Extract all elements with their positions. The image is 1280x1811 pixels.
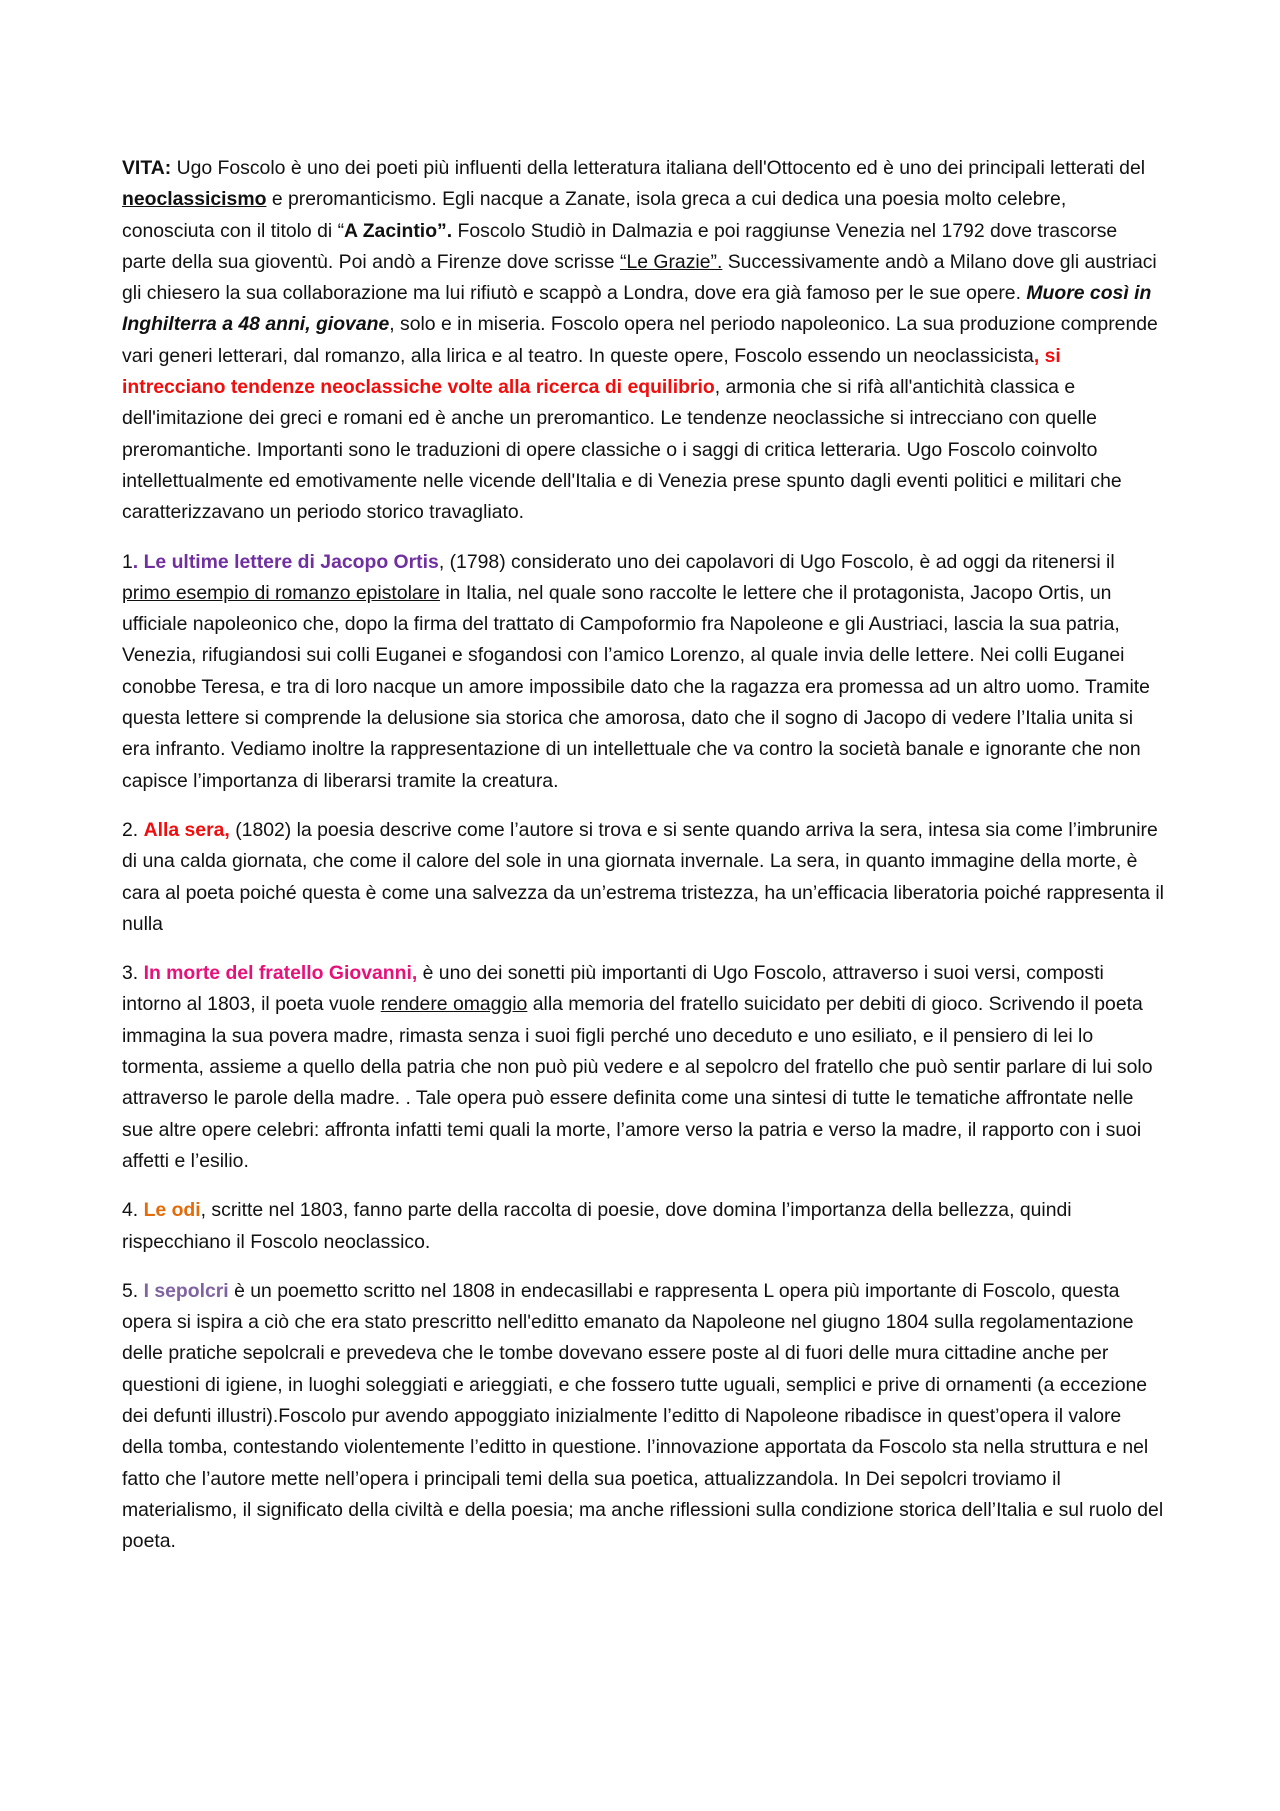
neoclassicismo-term: neoclassicismo (122, 188, 267, 211)
paragraph-vita (122, 153, 1164, 529)
sepolcri-title: I sepolcri (143, 1279, 229, 1302)
red-highlight: , si intrecciano tendenze neoclassiche volte alla ricerca di equilibrio (122, 344, 1061, 399)
item-number: 3. (122, 962, 144, 985)
vita-text-2: e preromanticismo. Egli nacque a Zanate, isola greca a cui dedica una poesia molto celebre, conosciuta con il titolo di “ (122, 188, 1067, 242)
odi-title: Le odi (143, 1199, 201, 1222)
item-number: 2. (122, 818, 144, 841)
document-page (122, 153, 1164, 1575)
item-number: 1 (122, 550, 133, 573)
vita-text-5: , solo e in miseria. Foscolo opera nel periodo napoleonico. La sua produzione comprende vari generi letterari, dal romanzo, alla lirica e al teatro. In queste opere, Foscolo essendo un neoclassicista (122, 313, 1158, 367)
ortis-text-2: in Italia, nel quale sono raccolte le lettere che il protagonista, Jacopo Ortis, un ufficiale napoleonico che, dopo la firma del trattato di Campoformio fra Napoleone e gli Austriaci, lascia la sua patria, Venezia, rifugiandosi sui colli Euganei e sfogandosi con l’amico Lorenzo, al quale invia delle lettere. Nei colli Euganei conobbe Teresa, e tra di loro nacque un amore impossibile dato che la ragazza era promessa ad un altro uomo. Tramite questa lettere si comprende la delusione sia storica che amorosa, dato che il sogno di Jacopo di vedere l’Italia unita si era infranto. Vediamo inoltre la rappresentazione di un intellettuale che va contro la società banale e ignorante che non capisce l’importanza di liberarsi tramite la creatura. (122, 581, 1150, 792)
alla-sera-text: (1802) la poesia descrive come l’autore si trova e si sente quando arriva la sera, intesa sia come l’imbrunire di una calda giornata, che come il calore del sole in una giornata invernale. La sera, in quanto immagine della morte, è cara al poeta poiché questa è come una salvezza da un’estrema tristezza, ha un’efficacia liberatoria poiché rappresenta il nulla (122, 818, 1164, 935)
vita-text-6: , armonia che si rifà all'antichità classica e dell'imitazione dei greci e romani ed è anche un preromantico. Le tendenze neoclassiche si intrecciano con quelle preromantiche. Importanti sono le traduzioni di opere classiche o i saggi di critica letteraria. Ugo Foscolo coinvolto intellettualmente ed emotivamente nelle vicende dell'Italia e di Venezia prese spunto dagli eventi politici e militari che caratterizzavano un periodo storico travagliato. (122, 376, 1122, 524)
grazie-title: “Le Grazie”. (619, 250, 723, 273)
rendere-omaggio-underline: rendere omaggio (380, 993, 528, 1016)
paragraph-fratello-giovanni (122, 958, 1164, 1177)
vita-text-3: Foscolo Studiò in Dalmazia e poi raggiunse Venezia nel 1792 dove trascorse parte della sua gioventù. Poi andò a Firenze dove scrisse (122, 219, 1118, 273)
item-number: 5. (122, 1279, 144, 1302)
vita-text-1: Ugo Foscolo è uno dei poeti più influenti della letteratura italiana dell'Ottocento ed è uno dei principali letterati del (171, 157, 1146, 179)
sepolcri-text: è un poemetto scritto nel 1808 in endecasillabi e rappresenta L opera più importante di Foscolo, questa opera si ispira a ciò che era stato prescritto nell'editto emanato da Napoleone nel giugno 1804 sulla regolamentazione delle pratiche sepolcrali e prevedeva che le tombe dovevano essere poste al di fuori delle mura cittadine anche per questioni di igiene, in luoghi soleggiati e arieggiati, e che fossero tutte uguali, semplici e prive di ornamenti (a eccezione dei defunti illustri).Foscolo pur avendo appoggiato inizialmente l’editto di Napoleone ribadisce in quest’opera il valore della tomba, contestando violentemente l’editto in questione. l’innovazione apportata da Foscolo sta nella struttura e nel fatto che l’autore mette nell’opera i principali temi della sua poetica, attualizzandola. In Dei sepolcri troviamo il materialismo, il significato della civiltà e della poesia; ma anche riflessioni sulla condizione storica dell’Italia e sul ruolo del poeta. (122, 1279, 1164, 1553)
odi-text: , scritte nel 1803, fanno parte della raccolta di poesie, dove domina l’importanza della bellezza, quindi rispecchiano il Foscolo neoclassico. (122, 1199, 1072, 1253)
paragraph-ortis (122, 547, 1164, 797)
ortis-title: . Le ultime lettere di Jacopo Ortis (132, 550, 439, 573)
paragraph-odi (122, 1195, 1164, 1258)
fratello-text-1: è uno dei sonetti più importanti di Ugo Foscolo, attraverso i suoi versi, composti intorno al 1803, il poeta vuole (122, 962, 1104, 1016)
fratello-text-2: alla memoria del fratello suicidato per debiti di gioco. Scrivendo il poeta immagina la sua povera madre, rimasta senza i suoi figli perché uno deceduto e uno esiliato, e il pensiero di lei lo tormenta, assieme a quello della patria che non può più vedere e al sepolcro del fratello che può sentir parlare di lui solo attraverso le parole della madre. . Tale opera può essere definita come una sintesi di tutte le tematiche affrontate nelle sue altre opere celebri: affronta infatti temi quali la morte, l’amore verso la patria e verso la madre, il rapporto con i suoi affetti e l’esilio. (122, 993, 1153, 1172)
fratello-giovanni-title: In morte del fratello Giovanni, (143, 962, 418, 985)
vita-label: VITA: (122, 157, 172, 179)
alla-sera-title: Alla sera, (143, 818, 230, 841)
vita-text-4: Successivamente andò a Milano dove gli austriaci gli chiesero la sua collaborazione ma lui rifiutò e scappò a Londra, dove era già famoso per le sue opere. (122, 250, 1157, 305)
ortis-text-1: , (1798) considerato uno dei capolavori di Ugo Foscolo, è ad oggi da ritenersi il (438, 550, 1115, 573)
item-number: 4. (122, 1199, 144, 1222)
paragraph-alla-sera (122, 815, 1164, 940)
zacintio-title: A Zacintio”. (344, 219, 453, 242)
romanzo-epistolare-underline: primo esempio di romanzo epistolare (122, 581, 440, 604)
paragraph-sepolcri (122, 1276, 1164, 1558)
muore-phrase: Muore così in Inghilterra a 48 anni, giovane (122, 282, 1152, 336)
